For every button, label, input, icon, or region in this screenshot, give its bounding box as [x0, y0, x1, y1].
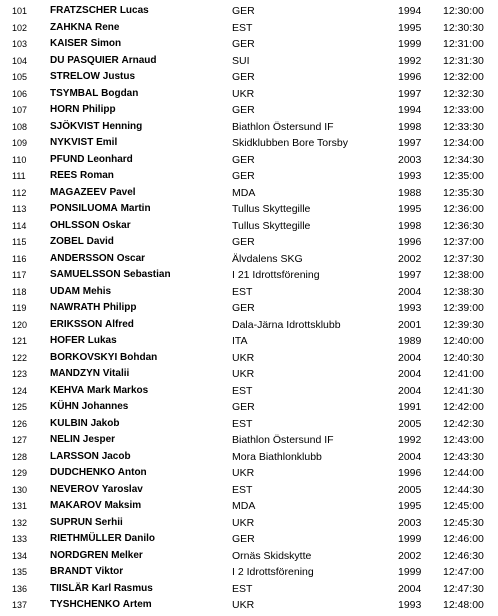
birth-year: 2005 — [398, 417, 422, 430]
bib-number: 129 — [12, 468, 28, 478]
athlete-first-name: Melker — [111, 549, 143, 561]
athlete-last-name: HORN — [50, 104, 80, 115]
start-time: 12:39:30 — [443, 318, 484, 331]
bib-number: 105 — [12, 72, 28, 82]
athlete-name — [50, 317, 134, 334]
athlete-first-name: Lucas — [119, 5, 149, 16]
start-time: 12:43:00 — [443, 434, 484, 446]
table-row — [0, 333, 498, 350]
athlete-name — [50, 300, 137, 317]
athlete-name — [50, 465, 147, 482]
table-row — [0, 564, 498, 581]
athlete-last-name: LARSSON — [50, 450, 99, 462]
athlete-first-name: Roman — [80, 170, 114, 181]
athlete-first-name: Justus — [102, 71, 136, 82]
athlete-first-name: Jesper — [82, 434, 116, 445]
table-row — [0, 201, 498, 218]
athlete-name — [50, 168, 114, 185]
club-name: ITA — [232, 335, 248, 347]
table-row — [0, 234, 498, 251]
club-name: GER — [232, 38, 255, 50]
birth-year: 1993 — [398, 170, 422, 182]
athlete-name — [50, 383, 148, 400]
athlete-name — [50, 135, 117, 152]
start-time: 12:47:30 — [443, 582, 484, 595]
athlete-first-name: Bogdan — [101, 87, 139, 99]
athlete-name — [50, 20, 119, 37]
start-time: 12:35:00 — [443, 170, 484, 182]
athlete-first-name: Lukas — [87, 335, 117, 346]
birth-year: 2005 — [398, 483, 422, 496]
birth-year: 2002 — [398, 549, 422, 562]
club-name: Biathlon Östersund IF — [232, 434, 334, 446]
athlete-name — [50, 498, 141, 515]
athlete-name — [50, 333, 117, 350]
club-name: UKR — [232, 467, 255, 479]
bib-number: 128 — [12, 451, 28, 462]
athlete-first-name: Philipp — [82, 104, 116, 115]
athlete-first-name: Mark Markos — [87, 384, 149, 396]
club-name: UKR — [232, 516, 255, 529]
birth-year: 1988 — [398, 186, 422, 199]
table-row — [0, 581, 498, 598]
athlete-name — [50, 86, 138, 103]
table-row — [0, 548, 498, 565]
club-name: GER — [232, 170, 255, 182]
athlete-name — [50, 581, 153, 598]
table-row — [0, 597, 498, 614]
athlete-name — [50, 201, 151, 218]
start-time: 12:33:00 — [443, 104, 484, 116]
athlete-name — [50, 515, 123, 532]
athlete-first-name: Alfred — [105, 318, 134, 330]
bib-number: 109 — [12, 138, 28, 148]
athlete-first-name: Martin — [120, 203, 151, 214]
athlete-last-name: UDAM — [50, 285, 80, 297]
athlete-name — [50, 564, 123, 581]
birth-year: 1997 — [398, 137, 422, 149]
athlete-name — [50, 53, 157, 70]
birth-year: 2004 — [398, 582, 422, 595]
athlete-last-name: FRATZSCHER — [50, 5, 118, 16]
athlete-first-name: Rene — [95, 21, 120, 33]
athlete-name — [50, 531, 155, 548]
club-name: UKR — [232, 87, 255, 100]
table-row — [0, 300, 498, 317]
athlete-name — [50, 482, 143, 499]
table-row — [0, 416, 498, 433]
start-time: 12:38:00 — [443, 269, 484, 281]
athlete-first-name: Artem — [122, 599, 152, 610]
bib-number: 133 — [12, 534, 28, 544]
athlete-first-name: Vitalii — [102, 368, 130, 379]
table-row — [0, 152, 498, 169]
bib-number: 102 — [12, 22, 28, 33]
bib-number: 120 — [12, 319, 28, 330]
birth-year: 2004 — [398, 368, 422, 380]
bib-number: 136 — [12, 583, 28, 594]
start-time: 12:33:30 — [443, 120, 484, 133]
club-name: Mora Biathlonklubb — [232, 450, 322, 463]
club-name: MDA — [232, 186, 256, 199]
athlete-last-name: STRELOW — [50, 71, 100, 82]
athlete-first-name: Leonhard — [87, 153, 133, 165]
table-row — [0, 482, 498, 499]
club-name: Skidklubben Bore Torsby — [232, 137, 348, 149]
birth-year: 2003 — [398, 153, 422, 166]
club-name: Biathlon Östersund IF — [232, 120, 334, 133]
athlete-name — [50, 267, 171, 284]
table-row — [0, 102, 498, 119]
start-time: 12:36:30 — [443, 219, 484, 232]
bib-number: 110 — [12, 154, 27, 165]
athlete-last-name: TIISLÄR — [50, 582, 89, 594]
club-name: EST — [232, 582, 253, 595]
athlete-first-name: Oskar — [102, 219, 131, 231]
table-row — [0, 218, 498, 235]
table-row — [0, 498, 498, 515]
athlete-first-name: Bohdan — [120, 351, 158, 363]
athlete-last-name: SUPRUN — [50, 516, 93, 528]
athlete-name — [50, 152, 133, 169]
table-row — [0, 86, 498, 103]
athlete-first-name: Henning — [102, 120, 143, 132]
athlete-name — [50, 3, 149, 20]
athlete-first-name: Simon — [90, 38, 122, 49]
athlete-first-name: Pavel — [109, 186, 136, 198]
athlete-first-name: Karl Rasmus — [91, 582, 153, 594]
table-row — [0, 284, 498, 301]
birth-year: 1997 — [398, 269, 422, 281]
table-row — [0, 53, 498, 70]
birth-year: 1994 — [398, 104, 422, 116]
start-time: 12:31:30 — [443, 54, 484, 67]
birth-year: 1991 — [398, 401, 422, 413]
birth-year: 1996 — [398, 236, 422, 248]
start-time: 12:30:30 — [443, 21, 484, 34]
athlete-name — [50, 399, 128, 416]
athlete-last-name: BORKOVSKYI — [50, 351, 118, 363]
birth-year: 1998 — [398, 219, 422, 232]
birth-year: 1993 — [398, 599, 422, 611]
athlete-name — [50, 449, 131, 466]
athlete-name — [50, 366, 129, 383]
bib-number: 134 — [12, 550, 28, 561]
birth-year: 1999 — [398, 533, 422, 545]
birth-year: 1999 — [398, 38, 422, 50]
bib-number: 112 — [12, 187, 27, 198]
table-row — [0, 267, 498, 284]
club-name: SUI — [232, 54, 250, 67]
athlete-name — [50, 416, 119, 433]
athlete-name — [50, 119, 142, 136]
table-row — [0, 366, 498, 383]
birth-year: 1994 — [398, 5, 422, 17]
start-time: 12:34:30 — [443, 153, 484, 166]
athlete-name — [50, 350, 157, 367]
start-time: 12:36:00 — [443, 203, 484, 215]
table-row — [0, 531, 498, 548]
club-name: GER — [232, 153, 255, 166]
athlete-name — [50, 102, 116, 119]
athlete-last-name: ZAHKNA — [50, 21, 93, 33]
athlete-last-name: DUDCHENKO — [50, 467, 115, 478]
athlete-last-name: KÜHN — [50, 401, 79, 412]
athlete-first-name: Jacob — [101, 450, 131, 462]
athlete-first-name: Arnaud — [121, 54, 157, 66]
start-time: 12:40:30 — [443, 351, 484, 364]
birth-year: 1989 — [398, 335, 422, 347]
start-time: 12:38:30 — [443, 285, 484, 298]
bib-number: 116 — [12, 253, 27, 264]
table-row — [0, 3, 498, 20]
club-name: GER — [232, 5, 255, 17]
birth-year: 1995 — [398, 500, 422, 512]
start-time: 12:32:30 — [443, 87, 484, 100]
bib-number: 137 — [12, 600, 28, 610]
athlete-last-name: SJÖKVIST — [50, 120, 100, 132]
bib-number: 115 — [12, 237, 27, 247]
bib-number: 117 — [12, 270, 27, 280]
table-row — [0, 350, 498, 367]
athlete-last-name: ANDERSSON — [50, 252, 114, 264]
start-time: 12:45:30 — [443, 516, 484, 529]
club-name: Ornäs Skidskytte — [232, 549, 312, 562]
athlete-last-name: REES — [50, 170, 78, 181]
table-row — [0, 20, 498, 37]
start-time: 12:35:30 — [443, 186, 484, 199]
club-name: GER — [232, 104, 255, 116]
table-row — [0, 399, 498, 416]
birth-year: 2002 — [398, 252, 422, 265]
bib-number: 126 — [12, 418, 28, 429]
start-time: 12:42:30 — [443, 417, 484, 430]
table-row — [0, 432, 498, 449]
club-name: GER — [232, 401, 255, 413]
start-time: 12:41:30 — [443, 384, 484, 397]
table-row — [0, 168, 498, 185]
start-time: 12:48:00 — [443, 599, 484, 611]
athlete-first-name: Emil — [96, 137, 118, 148]
bib-number: 114 — [12, 220, 27, 231]
birth-year: 1999 — [398, 566, 422, 578]
club-name: EST — [232, 21, 253, 34]
club-name: UKR — [232, 351, 255, 364]
table-row — [0, 185, 498, 202]
birth-year: 1996 — [398, 467, 422, 479]
start-time: 12:41:00 — [443, 368, 484, 380]
start-time: 12:46:00 — [443, 533, 484, 545]
birth-year: 1992 — [398, 434, 422, 446]
athlete-first-name: Johannes — [81, 401, 129, 412]
athlete-last-name: PONSILUOMA — [50, 203, 118, 214]
club-name: MDA — [232, 500, 256, 512]
athlete-name — [50, 432, 115, 449]
bib-number: 119 — [12, 303, 27, 313]
birth-year: 2004 — [398, 351, 422, 364]
bib-number: 123 — [12, 369, 28, 379]
club-name: EST — [232, 285, 253, 298]
bib-number: 103 — [12, 39, 28, 49]
bib-number: 108 — [12, 121, 28, 132]
table-row — [0, 317, 498, 334]
start-time: 12:40:00 — [443, 335, 484, 347]
athlete-name — [50, 251, 145, 268]
athlete-last-name: NEVEROV — [50, 483, 99, 495]
birth-year: 1993 — [398, 302, 422, 314]
athlete-name — [50, 548, 143, 565]
athlete-first-name: Sebastian — [123, 269, 171, 280]
athlete-last-name: MAGAZEEV — [50, 186, 107, 198]
bib-number: 130 — [12, 484, 28, 495]
athlete-first-name: Mehis — [82, 285, 112, 297]
athlete-name — [50, 69, 135, 86]
club-name: GER — [232, 71, 255, 83]
athlete-first-name: Viktor — [95, 566, 124, 577]
club-name: I 2 Idrottsförening — [232, 566, 314, 578]
start-time: 12:37:00 — [443, 236, 484, 248]
table-row — [0, 449, 498, 466]
athlete-last-name: OHLSSON — [50, 219, 100, 231]
bib-number: 118 — [12, 286, 27, 297]
table-row — [0, 135, 498, 152]
club-name: Dala-Järna Idrottsklubb — [232, 318, 341, 331]
start-time: 12:44:30 — [443, 483, 484, 496]
start-time: 12:47:00 — [443, 566, 484, 578]
bib-number: 135 — [12, 567, 28, 577]
athlete-last-name: TSYMBAL — [50, 87, 99, 99]
birth-year: 2003 — [398, 516, 422, 529]
birth-year: 1996 — [398, 71, 422, 83]
club-name: Tullus Skyttegille — [232, 203, 311, 215]
athlete-first-name: Oscar — [116, 252, 146, 264]
start-time: 12:44:00 — [443, 467, 484, 479]
club-name: Älvdalens SKG — [232, 252, 303, 265]
start-time: 12:43:30 — [443, 450, 484, 463]
bib-number: 104 — [12, 55, 28, 66]
start-time: 12:42:00 — [443, 401, 484, 413]
bib-number: 122 — [12, 352, 28, 363]
athlete-last-name: PFUND — [50, 153, 85, 165]
birth-year: 1992 — [398, 54, 422, 67]
start-time: 12:45:00 — [443, 500, 484, 512]
table-row — [0, 465, 498, 482]
club-name: UKR — [232, 599, 255, 611]
start-list — [0, 3, 498, 614]
club-name: EST — [232, 417, 253, 430]
table-row — [0, 515, 498, 532]
club-name: GER — [232, 236, 255, 248]
athlete-name — [50, 597, 152, 614]
athlete-last-name: NELIN — [50, 434, 80, 445]
athlete-first-name: Anton — [117, 467, 147, 478]
athlete-first-name: Danilo — [124, 533, 156, 544]
athlete-last-name: TYSHCHENKO — [50, 599, 121, 610]
start-time: 12:37:30 — [443, 252, 484, 265]
athlete-name — [50, 218, 131, 235]
club-name: Tullus Skyttegille — [232, 219, 311, 232]
birth-year: 1997 — [398, 87, 422, 100]
bib-number: 111 — [12, 171, 26, 181]
bib-number: 107 — [12, 105, 28, 115]
birth-year: 1995 — [398, 21, 422, 34]
table-row — [0, 36, 498, 53]
club-name: GER — [232, 533, 255, 545]
club-name: EST — [232, 384, 253, 397]
athlete-name — [50, 36, 121, 53]
athlete-first-name: Maksim — [104, 500, 142, 511]
birth-year: 2004 — [398, 384, 422, 397]
athlete-first-name: Philipp — [103, 302, 137, 313]
athlete-name — [50, 284, 111, 301]
athlete-last-name: DU PASQUIER — [50, 54, 119, 66]
start-time: 12:31:00 — [443, 38, 484, 50]
athlete-last-name: HOFER — [50, 335, 85, 346]
athlete-last-name: MAKAROV — [50, 500, 102, 511]
bib-number: 125 — [12, 402, 28, 412]
athlete-first-name: Yaroslav — [101, 483, 143, 495]
athlete-last-name: NORDGREN — [50, 549, 109, 561]
bib-number: 131 — [12, 501, 28, 511]
athlete-last-name: MANDZYN — [50, 368, 100, 379]
bib-number: 121 — [12, 336, 28, 346]
start-time: 12:34:00 — [443, 137, 484, 149]
club-name: GER — [232, 302, 255, 314]
athlete-last-name: BRANDT — [50, 566, 93, 577]
bib-number: 113 — [12, 204, 27, 214]
table-row — [0, 383, 498, 400]
club-name: EST — [232, 483, 253, 496]
athlete-last-name: KAISER — [50, 38, 88, 49]
birth-year: 2004 — [398, 450, 422, 463]
club-name: UKR — [232, 368, 255, 380]
athlete-first-name: Jakob — [90, 417, 120, 429]
athlete-last-name: SAMUELSSON — [50, 269, 121, 280]
bib-number: 132 — [12, 517, 28, 528]
start-time: 12:32:00 — [443, 71, 484, 83]
athlete-last-name: KULBIN — [50, 417, 88, 429]
athlete-first-name: Serhii — [95, 516, 123, 528]
birth-year: 2004 — [398, 285, 422, 298]
bib-number: 101 — [12, 6, 28, 16]
club-name: I 21 Idrottsförening — [232, 269, 320, 281]
birth-year: 1998 — [398, 120, 422, 133]
birth-year: 1995 — [398, 203, 422, 215]
athlete-last-name: ZOBEL — [50, 236, 84, 247]
athlete-last-name: NYKVIST — [50, 137, 94, 148]
athlete-first-name: David — [86, 236, 114, 247]
table-row — [0, 119, 498, 136]
start-time: 12:46:30 — [443, 549, 484, 562]
bib-number: 124 — [12, 385, 28, 396]
athlete-last-name: KEHVA — [50, 384, 85, 396]
athlete-name — [50, 185, 136, 202]
bib-number: 127 — [12, 435, 28, 445]
birth-year: 2001 — [398, 318, 422, 331]
start-time: 12:39:00 — [443, 302, 484, 314]
table-row — [0, 251, 498, 268]
start-time: 12:30:00 — [443, 5, 484, 17]
table-row — [0, 69, 498, 86]
athlete-name — [50, 234, 114, 251]
athlete-last-name: NAWRATH — [50, 302, 101, 313]
athlete-last-name: RIETHMÜLLER — [50, 533, 122, 544]
bib-number: 106 — [12, 88, 28, 99]
athlete-last-name: ERIKSSON — [50, 318, 103, 330]
